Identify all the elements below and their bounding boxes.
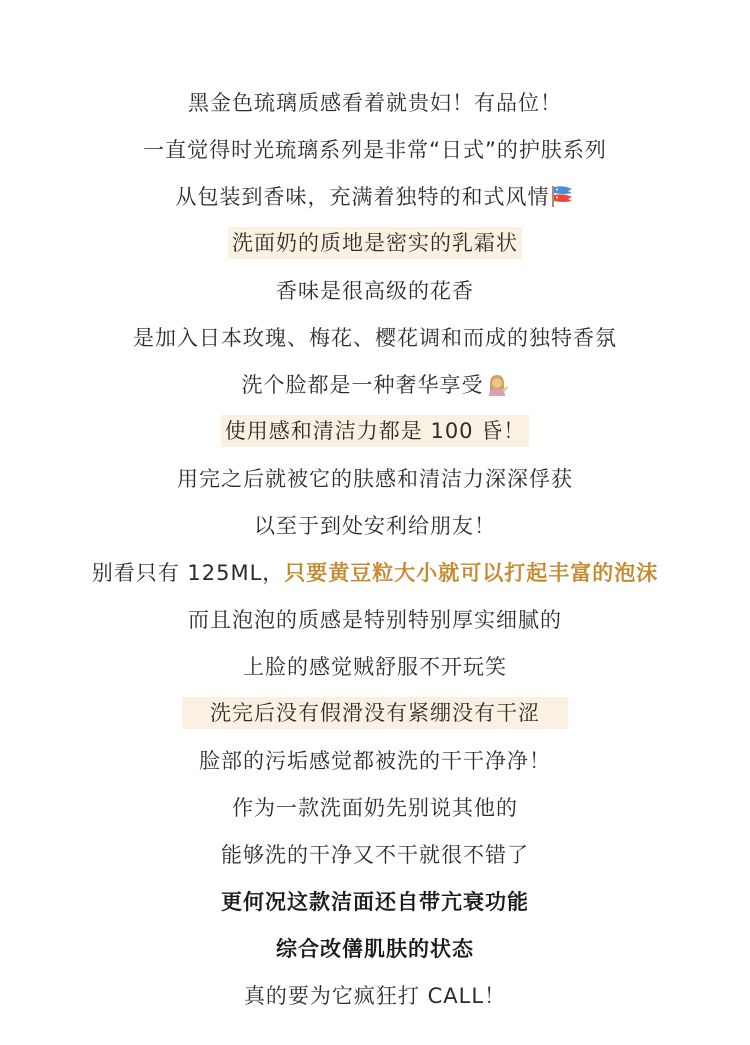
text-line-7 <box>0 360 750 407</box>
text-line-19 <box>0 924 750 971</box>
text-line-10 <box>0 501 750 548</box>
woman-tipping-hand-icon <box>485 372 509 396</box>
line-text: 用完之后就被它的肤感和清洁力深深俘获 <box>177 466 573 491</box>
text-line-12 <box>0 595 750 642</box>
line-text: 从包装到香味，充满着独特的和式风情 <box>175 184 550 209</box>
text-line-17 <box>0 830 750 877</box>
article-body <box>0 78 750 1018</box>
line-text: 以至于到处安利给朋友！ <box>254 513 496 538</box>
text-line-14 <box>0 689 750 736</box>
emphasis-text: 只要黄豆粒大小就可以打起丰富的泡沫 <box>284 560 659 585</box>
line-text: 黑金色琉璃质感看着就贵妇！有品位！ <box>188 90 562 115</box>
line-text: 真的要为它疯狂打 CALL！ <box>243 983 507 1008</box>
text-line-2 <box>0 125 750 172</box>
text-line-11 <box>0 548 750 595</box>
text-line-6 <box>0 313 750 360</box>
line-text: 一直觉得时光琉璃系列是非常“日式”的护肤系列 <box>143 137 607 162</box>
line-text: 香味是很高级的花香 <box>276 278 474 303</box>
text-line-4 <box>0 219 750 266</box>
bold-text: 更何况这款洁面还自带亢衰功能 <box>221 889 529 914</box>
highlighted-text: 洗完后没有假滑没有紧绷没有干涩 <box>182 697 568 729</box>
highlighted-text: 洗面奶的质地是密实的乳霜状 <box>228 227 522 259</box>
text-line-15 <box>0 736 750 783</box>
line-text: 作为一款洗面奶先别说其他的 <box>232 795 518 820</box>
text-line-5 <box>0 266 750 313</box>
carp-streamer-icon <box>551 184 575 208</box>
text-line-9 <box>0 454 750 501</box>
text-line-8 <box>0 407 750 454</box>
text-line-1 <box>0 78 750 125</box>
highlighted-text: 使用感和清洁力都是 100 昏！ <box>221 415 529 447</box>
text-line-13 <box>0 642 750 689</box>
text-line-20 <box>0 971 750 1018</box>
text-line-3 <box>0 172 750 219</box>
text-line-18 <box>0 877 750 924</box>
line-text: 而且泡泡的质感是特别特别厚实细腻的 <box>188 607 562 632</box>
bold-text: 综合改僐肌肤的状态 <box>276 936 474 961</box>
line-text: 脸部的污垢感觉都被洗的干干净净！ <box>199 748 551 773</box>
line-text: 别看只有 125ML， <box>91 560 285 585</box>
line-text: 是加入日本玫瑰、梅花、樱花调和而成的独特香氛 <box>133 325 617 350</box>
line-text: 洗个脸都是一种奢华享受 <box>241 372 484 397</box>
line-text: 上脸的感觉贼舒服不开玩笑 <box>243 654 507 679</box>
line-text: 能够洗的干净又不干就很不错了 <box>221 842 529 867</box>
text-line-16 <box>0 783 750 830</box>
